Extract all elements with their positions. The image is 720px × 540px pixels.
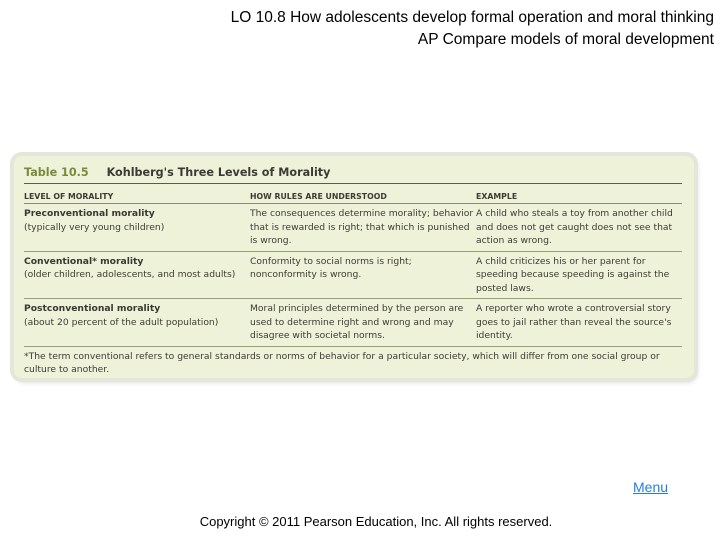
table-grid [24, 184, 682, 347]
kohlberg-table [14, 156, 694, 378]
table-cell-level [24, 299, 250, 347]
table-cell-example: A child who steals a toy from another child and does not get caught does not see that action as wrong. [476, 204, 682, 252]
table-name: Kohlberg's Three Levels of Morality [106, 166, 331, 179]
slide-header [231, 7, 714, 51]
menu-link[interactable]: Menu [633, 479, 669, 495]
table-cell-example: A reporter who wrote a controversial story goes to jail rather than reveal the source's identity. [476, 299, 682, 347]
table-cell-rules: Conformity to social norms is right; nonconformity is wrong. [250, 252, 476, 300]
column-header: LEVEL OF MORALITY [24, 184, 250, 204]
table-cell-rules: The consequences determine morality; behavior that is rewarded is right; that which is punished is wrong. [250, 204, 476, 252]
level-name: Preconventional morality [24, 208, 155, 219]
table-cell-rules: Moral principles determined by the person are used to determine right and wrong and may disagree with societal norms. [250, 299, 476, 347]
table-number: Table 10.5 [24, 166, 89, 179]
table-cell-example: A child criticizes his or her parent for speeding because speeding is against the posted laws. [476, 252, 682, 300]
table-footnote: *The term conventional refers to general standards or norms of behavior for a particular society, which will differ from one social group or culture to another. [24, 350, 660, 375]
level-name: Postconventional morality [24, 303, 161, 314]
level-note: (about 20 percent of the adult population) [24, 316, 219, 328]
column-header: EXAMPLE [476, 184, 682, 204]
column-header: HOW RULES ARE UNDERSTOOD [250, 184, 476, 204]
level-note: (older children, adolescents, and most adults) [24, 269, 236, 280]
copyright-notice: Copyright © 2011 Pearson Education, Inc. All rights reserved. [199, 514, 553, 529]
level-name: Conventional* morality [24, 255, 144, 267]
learning-objective: LO 10.8 How adolescents develop formal operation and moral thinking [230, 9, 714, 26]
table-title [24, 166, 682, 184]
ap-objective: AP Compare models of moral development [417, 31, 714, 48]
table-cell-level [24, 204, 250, 252]
level-note: (typically very young children) [24, 221, 165, 233]
table-cell-level [24, 252, 250, 300]
